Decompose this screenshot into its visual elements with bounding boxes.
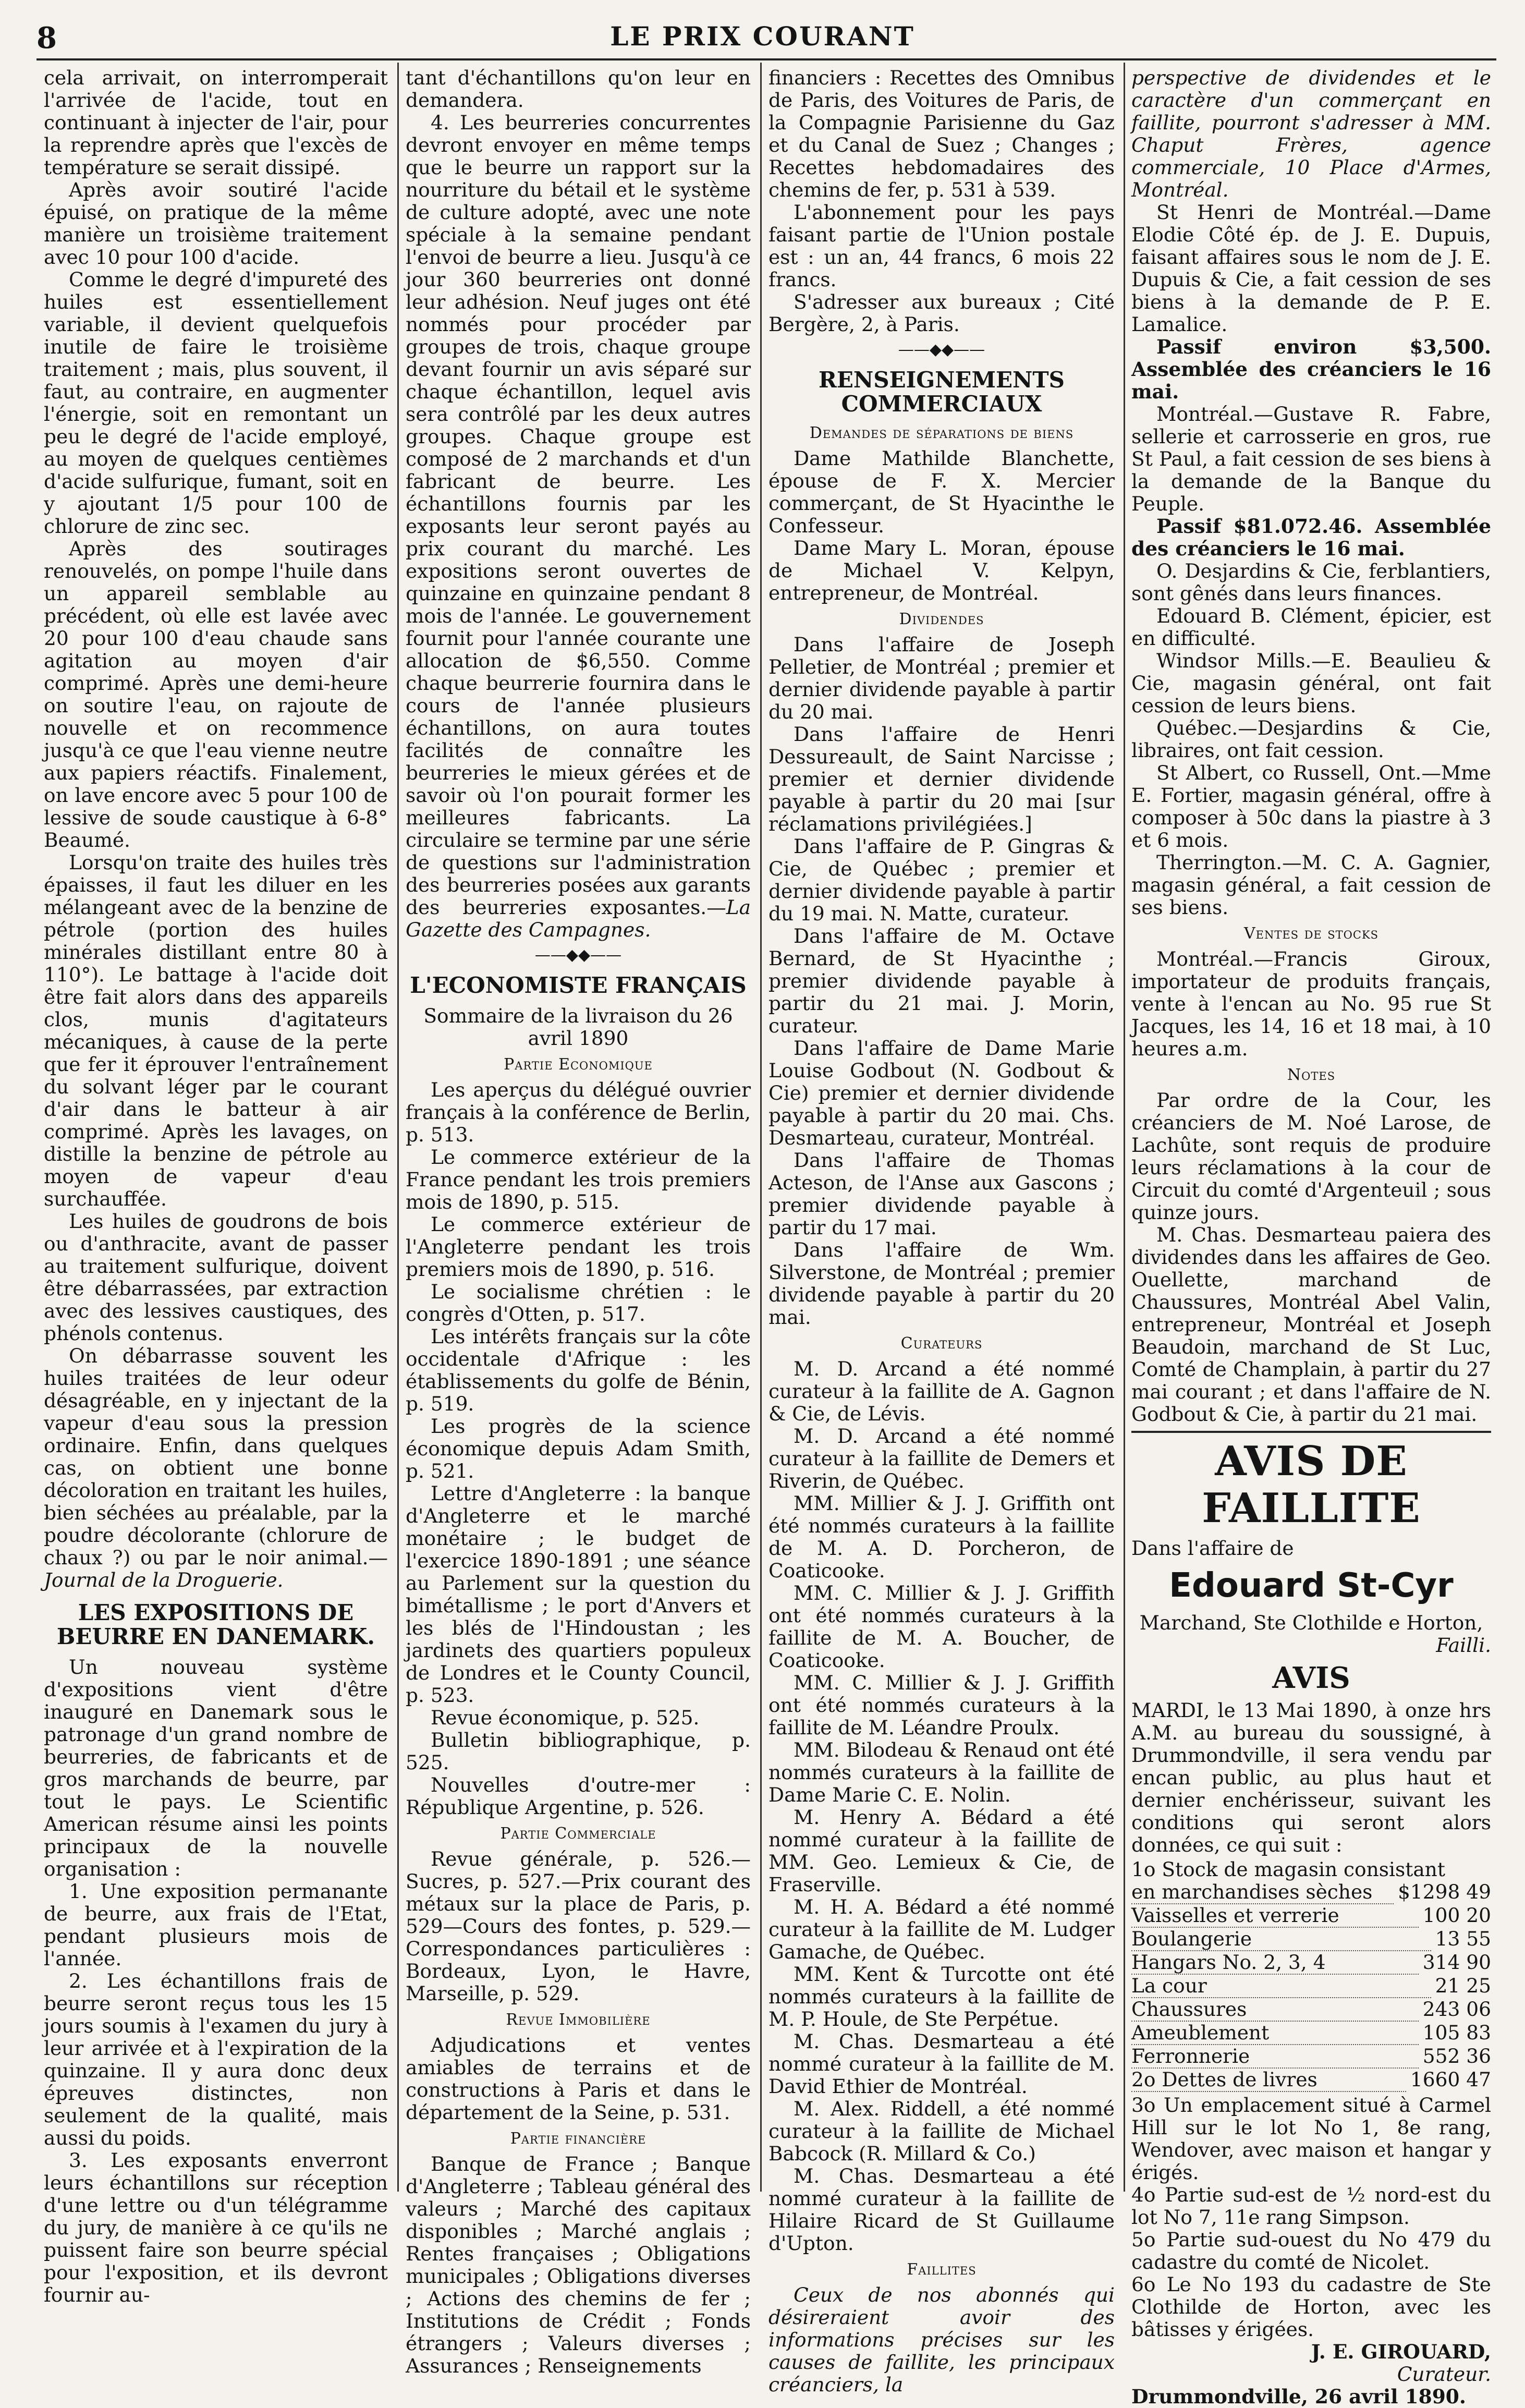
article-heading: RENSEIGNEMENTS COMMERCIAUX [818, 367, 1065, 417]
advert-body: MARDI, le 13 Mai 1890, à onze hrs A.M. au bureau du soussigné, à Drummondville, il sera vendu par encan public, au plus haut et dernier enchérisseur, suivant les conditions qui seront alors données, ce qui suit : [1131, 1699, 1491, 1856]
inventory-amount: 314 90 [1422, 1951, 1491, 1974]
inventory-row [1131, 2022, 1491, 2045]
notice-entry: O. Desjardins & Cie, ferblantiers, sont gênés dans leurs finances. [1131, 560, 1491, 605]
inventory-row [1131, 2045, 1491, 2069]
section-subheading: Dividendes [899, 610, 984, 628]
summary-lead: Sommaire de la livraison du 26 avril 1890 [423, 1004, 733, 1050]
advert-intro: Dans l'affaire de [1131, 1537, 1294, 1560]
summary-entry: Les progrès de la science économique depuis Adam Smith, p. 521. [406, 1415, 751, 1482]
paragraph: Après avoir soutiré l'acide épuisé, on pratique de la même manière un troisième traitement avec 10 pour 100 d'acide. [44, 178, 388, 269]
paragraph: tant d'échantillons qu'on leur en demandera. [406, 66, 751, 112]
summary-entry: Les intérêts français sur la côte occidentale d'Afrique : les établissements du golfe de Bénin, p. 519. [406, 1325, 751, 1415]
summary-entry: Bulletin bibliographique, p. 525. [406, 1729, 751, 1774]
inventory-row [1131, 1975, 1491, 1998]
inventory-amount: $1298 49 [1398, 1880, 1491, 1903]
summary-entry: Nouvelles d'outre-mer : République Argentine, p. 526. [406, 1773, 751, 1819]
notice-entry: M. Alex. Riddell, a été nommé curateur à la faillite de Michael Babcock (R. Millard & Co.) [768, 2097, 1115, 2165]
notice-entry: Dans l'affaire de M. Octave Bernard, de St Hyacinthe ; premier dividende payable à partir du 21 mai. J. Morin, curateur. [768, 925, 1115, 1037]
column-separator [1124, 63, 1125, 2192]
column-2 [406, 66, 751, 2377]
inventory-row [1131, 2069, 1491, 2092]
inventory-row [1131, 1904, 1491, 1928]
inventory-item: Hangars No. 2, 3, 4 [1131, 1951, 1419, 1975]
notice-entry: Windsor Mills.—E. Beaulieu & Cie, magasin général, ont fait cession de leurs biens. [1131, 649, 1491, 717]
paragraph [44, 1345, 388, 1591]
summary-entry: Le socialisme chrétien : le congrès d'Otten, p. 517. [406, 1280, 751, 1325]
notice-entry: MM. Kent & Turcotte ont été nommés curateurs à la faillite de M. P. Houle, de Ste Perpétue. [768, 1963, 1115, 2030]
notice-entry: St Albert, co Russell, Ont.—Mme E. Fortier, magasin général, offre à composer à 50c dans la piastre à 3 et 6 mois. [1131, 761, 1491, 852]
lot-entry: 3o Un emplacement situé à Carmel Hill sur le lot No 1, 8e rang, Wendover, avec maison et hangar y érigés. [1131, 2094, 1491, 2184]
column-1 [44, 66, 388, 2306]
paragraph: 3. Les exposants enverront leurs échantillons sur réception d'une lettre ou d'un télégramme du jury, de manière à ce qu'ils ne puissent faire son beurre spécial pour l'exposition, et ils devront fournir au- [44, 2149, 388, 2306]
notice-entry: M. H. A. Bédard a été nommé curateur à la faillite de M. Ludger Gamache, de Québec. [768, 1895, 1115, 1963]
bankrupt-name: Edouard St-Cyr [1169, 1566, 1454, 1605]
masthead [0, 0, 1525, 63]
notice-entry: MM. C. Millier & J. J. Griffith ont été nommés curateurs à la faillite de M. Léandre Proulx. [768, 1671, 1115, 1739]
article-heading: L'ECONOMISTE FRANÇAIS [410, 972, 747, 998]
paragraph: S'adresser aux bureaux ; Cité Bergère, 2, à Paris. [768, 290, 1115, 336]
notice-entry: M. Henry A. Bédard a été nommé curateur à la faillite de MM. Geo. Lemieux & Cie, de Fraserville. [768, 1806, 1115, 1896]
paragraph: Un nouveau système d'expositions vient d'être inauguré en Danemark sous le patronage d'un grand nombre de beurreries, de fabricants et de gros marchands de beurre, par tout le pays. Le Scientific American résume ainsi les points principaux de la nouvelle organisation : [44, 1656, 388, 1880]
summary-entry: Banque de France ; Banque d'Angleterre ; Tableau général des valeurs ; Marché des capitaux disponibles ; Marché anglais ; Rentes françaises ; Obligations municipales ; Obligations diverses ; Actions des chemins de fer ; Institutions de Crédit ; Fonds étrangers ; Valeurs diverses ; Assurances ; Renseignements [406, 2152, 751, 2377]
bankrupt-description: Marchand, Ste Clothilde e Horton, [1139, 1611, 1483, 1634]
inventory-item: Ameublement [1131, 2022, 1419, 2045]
inventory-item: en marchandises sèches [1131, 1881, 1394, 1904]
section-ornament: ——◆◆—— [534, 946, 622, 964]
summary-entry: Revue économique, p. 525. [431, 1706, 700, 1729]
section-subheading: Partie Commerciale [500, 1825, 656, 1843]
section-subheading: Revue Immobilière [506, 2011, 651, 2029]
summary-entry: Les aperçus du délégué ouvrier français à la conférence de Berlin, p. 513. [406, 1078, 751, 1146]
summary-entry: Le commerce extérieur de la France pendant les trois premiers mois de 1890, p. 515. [406, 1146, 751, 1213]
notice-entry: Passif environ $3,500. Assemblée des créanciers le 16 mai. [1131, 335, 1491, 403]
advert-subtitle: AVIS [1272, 1661, 1350, 1695]
notice-entry: Dans l'affaire de Thomas Acteson, de l'Anse aux Gascons ; premier dividende payable à partir du 17 mai. [768, 1149, 1115, 1239]
section-subheading: Partie Economique [504, 1055, 653, 1074]
column-separator [397, 63, 399, 2192]
paragraph: Lorsqu'on traite des huiles très épaisses, il faut les diluer en les mélangeant avec de la benzine de pétrole (portion des huiles minérales distillant entre 80 à 110°). Le battage à l'acide doit être fait alors dans des appareils clos, munis d'agitateurs mécaniques, à cause de la perte que fer it éprouver l'entraînement du solvant léger par le courant d'air dans le batteur à air comprimé. Après les lavages, on distille la benzine de pétrole au moyen de vapeur d'eau surchauffée. [44, 851, 388, 1210]
inventory-item: Vaisselles et verrerie [1131, 1904, 1419, 1928]
column-3 [768, 66, 1115, 2396]
notice-entry: Montréal.—Francis Giroux, importateur de produits français, vente à l'encan au No. 95 rue St Jacques, les 14, 16 et 18 mai, à 10 heures a.m. [1131, 947, 1491, 1060]
notice-entry: Dame Mary L. Moran, épouse de Michael V. Kelpyn, entrepreneur, de Montréal. [768, 537, 1115, 604]
notice-entry: M. Chas. Desmarteau paiera des dividendes dans les affaires de Geo. Ouellette, marchand de Chaussures, Montréal Abel Valin, entrepreneur, Montréal et Joseph Beaudoin, marchand de St Luc, Comté de Champlain, à partir du 27 mai courant ; et dans l'affaire de N. Godbout & Cie, à partir du 21 mai. [1131, 1223, 1491, 1426]
notice-entry: Québec.—Desjardins & Cie, libraires, ont fait cession. [1131, 716, 1491, 762]
notice-entry: Passif $81.072.46. Assemblée des créanciers le 16 mai. [1131, 515, 1491, 560]
place-date: Drummondville, 26 avril 1890. [1131, 2385, 1466, 2408]
notice-entry: St Henri de Montréal.—Dame Elodie Côté ép. de J. E. Dupuis, faisant affaires sous le nom de J. E. Dupuis & Cie, a fait cession de ses biens à la demande de P. E. Lamalice. [1131, 201, 1491, 336]
inventory-row [1131, 1881, 1491, 1904]
section-subheading: Curateurs [900, 1334, 983, 1353]
inventory-heading: 1o Stock de magasin consistant [1131, 1858, 1445, 1881]
inventory-amount: 552 36 [1422, 2045, 1491, 2068]
paragraph: Les huiles de goudrons de bois ou d'anthracite, avant de passer au traitement sulfurique, doivent être débarrassées, par extraction avec des lessives caustiques, des phénols contenus. [44, 1210, 388, 1345]
inventory-amount: 100 20 [1422, 1904, 1491, 1927]
notice-entry: Dans l'affaire de Wm. Silverstone, de Montréal ; premier dividende payable à partir du 20 mai. [768, 1238, 1115, 1329]
summary-entry: Revue générale, p. 526.—Sucres, p. 527.—Prix courant des métaux sur la place de Paris, p. 529—Cours des fontes, p. 529.—Correspondances particulières : Bordeaux, Lyon, le Havre, Marseille, p. 529. [406, 1847, 751, 2005]
section-subheading: Faillites [907, 2260, 977, 2279]
paragraph: financiers : Recettes des Omnibus de Paris, des Voitures de Paris, de la Compagnie Parisienne du Gaz et du Canal de Suez ; Changes ; Recettes hebdomadaires des chemins de fer, p. 531 à 539. [768, 66, 1115, 201]
inventory-row [1131, 1998, 1491, 2022]
notice-entry: M. D. Arcand a été nommé curateur à la faillite de Demers et Riverin, de Québec. [768, 1425, 1115, 1492]
notice-entry: Dans l'affaire de P. Gingras & Cie, de Québec ; premier et dernier dividende payable à partir du 19 mai. N. Matte, curateur. [768, 835, 1115, 925]
signature-role: Curateur. [1397, 2363, 1491, 2386]
section-ornament: ——◆◆—— [898, 340, 985, 359]
inventory-item: Chaussures [1131, 1998, 1419, 2022]
paragraph: perspective de dividendes et le caractère d'un commerçant en faillite, pourront s'adresser à MM. Chaput Frères, agence commerciale, 10 Place d'Armes, Montréal. [1131, 66, 1491, 201]
source-credit: —La Gazette des Campagnes. [406, 896, 751, 941]
inventory-amount: 1660 47 [1410, 2068, 1491, 2091]
section-subheading: Demandes de séparations de biens [809, 424, 1074, 442]
inventory-row [1131, 1951, 1491, 1975]
notice-entry: Therrington.—M. C. A. Gagnier, magasin général, a fait cession de ses biens. [1131, 851, 1491, 919]
notice-entry: MM. Bilodeau & Renaud ont été nommés curateurs à la faillite de Dame Marie C. E. Nolin. [768, 1738, 1115, 1806]
paragraph: cela arrivait, on interromperait l'arrivée de l'acide, tout en continuant à injecter de l'air, pour la reprendre après que l'excès de température se serait dissipé. [44, 66, 388, 179]
inventory-list [1131, 1858, 1491, 2092]
notice-entry: MM. C. Millier & J. J. Griffith ont été nommés curateurs à la faillite de M. A. Boucher, de Coaticooke. [768, 1582, 1115, 1672]
summary-entry: Lettre d'Angleterre : la banque d'Angleterre et le marché monétaire ; le budget de l'exercice 1890-1891 ; une séance au Parlement sur la question du bimétallisme ; le port d'Anvers et les blés de l'Hindoustan ; les jardinets des quartiers populeux de Londres et le County Council, p. 523. [406, 1482, 751, 1707]
newspaper-title: LE PRIX COURANT [610, 21, 915, 52]
section-subheading: Partie financière [510, 2130, 646, 2148]
paragraph: 2. Les échantillons frais de beurre seront reçus tous les 15 jours soumis à l'examen du jury à leur arrivée et à l'expiration de la quinzaine. Il y aura donc deux épreuves distinctes, non seulement de la qualité, mais aussi du poids. [44, 1969, 388, 2149]
column-4 [1131, 66, 1491, 2408]
notice-entry: M. Chas. Desmarteau a été nommé curateur à la faillite de Hilaire Ricard de St Guillaume d'Upton. [768, 2164, 1115, 2255]
paragraph [406, 112, 751, 941]
masthead-rule [36, 58, 1496, 60]
notice-entry: Ceux de nos abonnés qui désireraient avoir des informations précises sur les causes de faillite, les principaux créanciers, la [768, 2283, 1115, 2396]
notice-entry: Edouard B. Clément, épicier, est en difficulté. [1131, 604, 1491, 650]
notice-entry: Dans l'affaire de Dame Marie Louise Godbout (N. Godbout & Cie) premier et dernier dividende payable à partir du 20 mai. Chs. Desmarteau, curateur, Montréal. [768, 1037, 1115, 1149]
inventory-amount: 105 83 [1422, 2021, 1491, 2044]
paragraph-text: 4. Les beurreries concurrentes devront envoyer en même temps que le beurre un rapport sur la nourriture du bétail et le système de culture adopté, avec une note spéciale à la semaine pendant l'envoi de beurre a lieu. Jusqu'à ce jour 360 beurreries ont donné leur adhésion. Neuf juges ont été nommés pour procéder par groupes de trois, chaque groupe devant fournir un avis séparé sur chaque échantillon, lequel avis sera contrôlé par les deux autres groupes. Chaque groupe est composé de 2 marchands et d'un fabricant de beurre. Les échantillons fournis par les exposants leur seront payés au prix courant du marché. Les expositions seront ouvertes de quinzaine en quinzaine pendant 8 mois de l'année. Le gouvernement fournit pour l'année courante une allocation de $6,550. Comme chaque beurrerie fournira dans le cours de l'année plusieurs échantillons, on aura toutes facilités de connaître les beurreries le mieux gérées et de savoir où l'on pourait former les meilleures fabricants. La circulaire se termine par une série de questions sur l'administration des beurreries posées aux garants des beurreries exposantes. [406, 111, 751, 919]
page-number: 8 [36, 21, 57, 55]
inventory-amount: 21 25 [1435, 1974, 1491, 1997]
inventory-row [1131, 1928, 1491, 1951]
inventory-item: Ferronnerie [1131, 2045, 1419, 2069]
lot-entry: 6o Le No 193 du cadastre de Ste Clothilde de Horton, avec les bâtisses y érigées. [1131, 2273, 1491, 2341]
notice-entry: M. D. Arcand a été nommé curateur à la faillite de A. Gagnon & Cie, de Lévis. [768, 1357, 1115, 1425]
lot-entry: 4o Partie sud-est de ½ nord-est du lot No 7, 11e rang Simpson. [1131, 2183, 1491, 2229]
inventory-item: 2o Dettes de livres [1131, 2069, 1406, 2092]
inventory-item: Boulangerie [1131, 1928, 1431, 1951]
summary-entry: Adjudications et ventes amiables de terrains et de constructions à Paris et dans le département de la Seine, p. 531. [406, 2034, 751, 2124]
paragraph: L'abonnement pour les pays faisant partie de l'Union postale est : un an, 44 francs, 6 mois 22 francs. [768, 201, 1115, 291]
inventory-item: La cour [1131, 1975, 1431, 1998]
paragraph: Après des soutirages renouvelés, on pompe l'huile dans un appareil semblable au précédent, où elle est lavée avec 20 pour 100 d'eau chaude sans agitation au moyen d'air comprimé. Après une demi-heure on soutire l'eau, on rajoute de nouvelle et on recommence jusqu'à ce que l'eau vienne neutre aux papiers réactifs. Finalement, on lave encore avec 5 pour 100 de lessive de soude caustique à 6-8° Beaumé. [44, 537, 388, 852]
article-heading: LES EXPOSITIONS DE BEURRE EN DANEMARK. [56, 1600, 375, 1649]
inventory-amount: 13 55 [1435, 1927, 1491, 1950]
notice-entry: M. Chas. Desmarteau a été nommé curateur à la faillite de M. David Ethier de Montréal. [768, 2030, 1115, 2098]
inventory-amount: 243 06 [1422, 1998, 1491, 2021]
notice-entry: Montréal.—Gustave R. Fabre, sellerie et carrosserie en gros, rue St Paul, a fait cession de ses biens à la demande de la Banque du Peuple. [1131, 403, 1491, 515]
summary-entry: Le commerce extérieur de l'Angleterre pendant les trois premiers mois de 1890, p. 516. [406, 1213, 751, 1281]
section-subheading: Ventes de stocks [1243, 925, 1379, 943]
signature: J. E. GIROUARD, [1311, 2340, 1491, 2363]
lot-entry: 5o Partie sud-ouest du No 479 du cadastre du comté de Nicolet. [1131, 2228, 1491, 2273]
section-subheading: Notes [1287, 1066, 1336, 1084]
notice-entry: Par ordre de la Cour, les créanciers de M. Noé Larose, de Lachûte, sont requis de produire leurs réclamations à la cour de Circuit du comté d'Argenteuil ; sous quinze jours. [1131, 1089, 1491, 1224]
inventory-rows [1131, 1881, 1491, 2092]
notice-entry: MM. Millier & J. J. Griffith ont été nommés curateurs à la faillite de M. A. D. Porcheron, de Coaticooke. [768, 1492, 1115, 1582]
notice-entry: Dans l'affaire de Henri Dessureault, de Saint Narcisse ; premier et dernier dividende payable à partir du 20 mai [sur réclamations privilégiées.] [768, 723, 1115, 835]
bankrupt-label: Failli. [1436, 1634, 1491, 1657]
advert-title: AVIS DE FAILLITE [1131, 1431, 1491, 1532]
column-separator [760, 63, 762, 2192]
source-credit: —Journal de la Droguerie. [44, 1546, 388, 1591]
notice-entry: Dame Mathilde Blanchette, épouse de F. X. Mercier commerçant, de St Hyacinthe le Confesseur. [768, 447, 1115, 537]
paragraph-text: On débarrasse souvent les huiles traitées de leur odeur désagréable, en y injectant de la vapeur d'eau sous la pression ordinaire. Enfin, dans quelques cas, on obtient une bonne décoloration en traitant les huiles, bien séchées au préalable, par la poudre décolorante (chlorure de chaux ?) ou par le noir animal. [44, 1344, 388, 1569]
notice-entry: Dans l'affaire de Joseph Pelletier, de Montréal ; premier et dernier dividende payable à partir du 20 mai. [768, 633, 1115, 723]
paragraph: Comme le degré d'impureté des huiles est essentiellement variable, il devient quelquefois inutile de faire le troisième traitement ; mais, plus souvent, il faut, au contraire, en augmenter l'énergie, soit en remontant un peu le degré de l'acide employé, au moyen de quelques centièmes d'acide sulfurique, fumant, soit en y ajoutant 1/5 pour 100 de chlorure de zinc sec. [44, 268, 388, 538]
paragraph: 1. Une exposition permanante de beurre, aux frais de l'Etat, pendant plusieurs mois de l'année. [44, 1880, 388, 1970]
